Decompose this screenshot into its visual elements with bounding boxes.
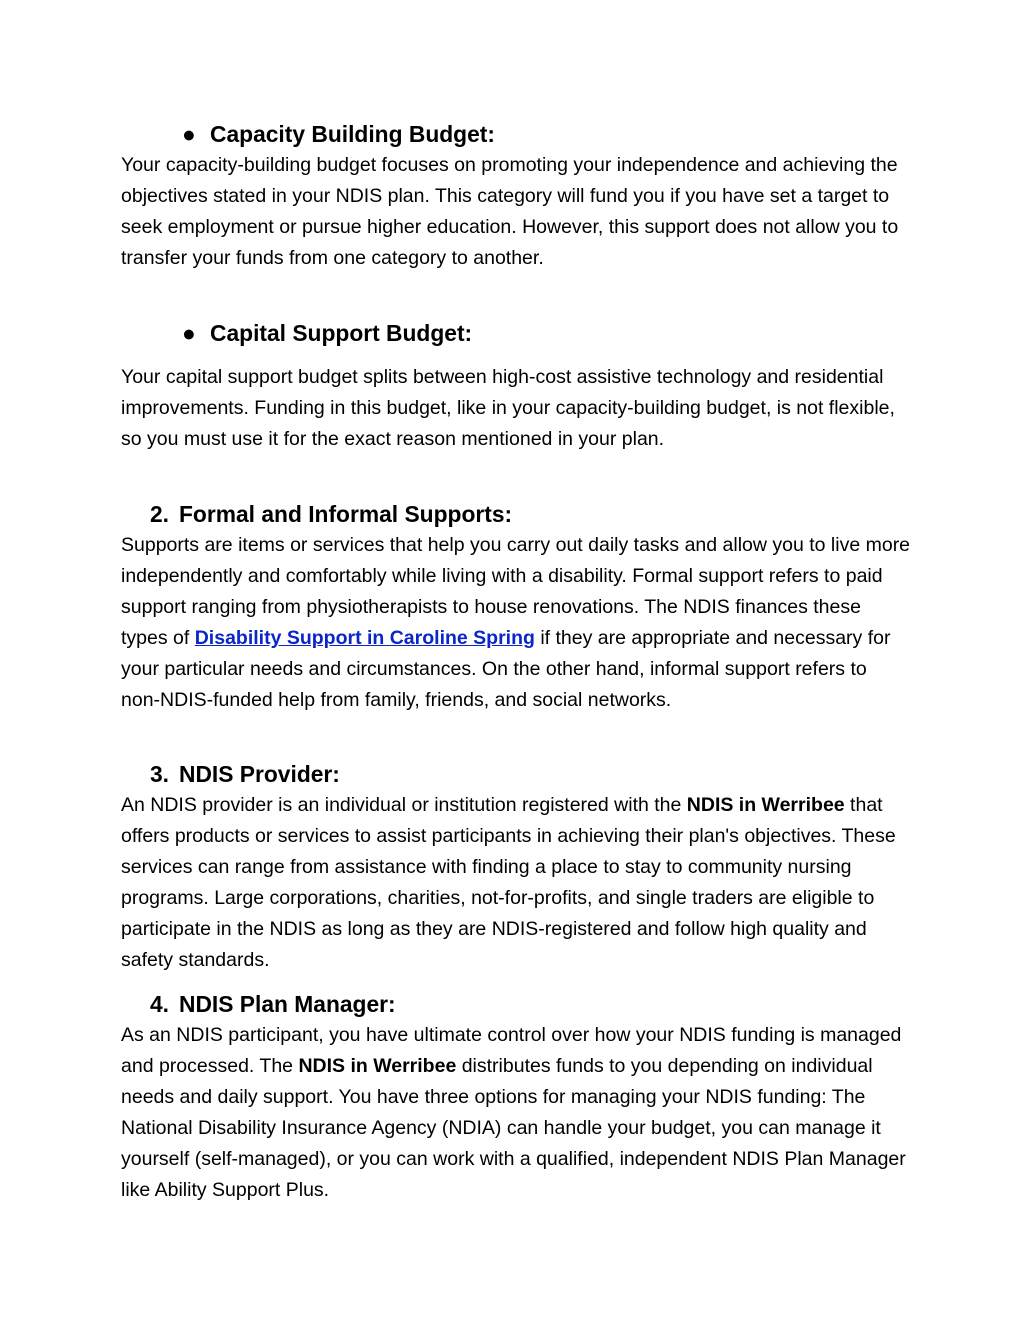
ndis-provider-paragraph — [121, 790, 911, 976]
capital-support-heading — [182, 318, 472, 349]
ndis-plan-manager-paragraph — [121, 1020, 911, 1206]
bullet-icon: ● — [182, 121, 196, 147]
capital-support-paragraph: Your capital support budget splits between high-cost assistive technology and residential improvements. Funding in this budget, like in your capacity-building budget, is not flexible, so you must use it for the exact reason mentioned in your plan. — [121, 366, 895, 450]
list-number: 4. — [150, 991, 170, 1017]
capital-support-heading-text: Capital Support Budget: — [210, 320, 473, 346]
ndis-provider-text-end: that offers products or services to assist participants in achieving their plan's objectives. These services can range from assistance with finding a place to stay to community nursing programs. Large corporations, charities, not-for-profits, and single traders are eligible to participate in the NDIS as long as they are NDIS-registered and follow high quality and safety standards. — [121, 794, 896, 971]
capacity-building-paragraph: Your capacity-building budget focuses on promoting your independence and achieving the objectives stated in your NDIS plan. This category will fund you if you have set a target to seek employment or pursue higher education. However, this support does not allow you to transfer your funds from one category to another. — [121, 154, 899, 269]
formal-supports-paragraph — [121, 530, 911, 716]
ndis-provider-heading-text: NDIS Provider: — [179, 761, 340, 787]
bullet-icon: ● — [182, 320, 196, 346]
capacity-building-heading — [182, 119, 495, 150]
list-number: 3. — [150, 761, 170, 787]
formal-supports-text-start: Supports are items or services that help you carry out daily tasks and allow you to live more independently and comfortably while living with a disability. Formal support refers to paid support ranging from physiotherapists to house renovations. The NDIS finances these types of — [121, 534, 911, 649]
ndis-plan-manager-text-end: distributes funds to you depending on individual needs and daily support. You have three options for managing your NDIS funding: The National Disability Insurance Agency (NDIA) can handle your budget, you can manage it yourself (self-managed), or you can work with a qualified, independent NDIS Plan Manager like Ability Support Plus. — [121, 1055, 906, 1201]
formal-supports-heading-text: Formal and Informal Supports: — [179, 501, 513, 527]
capacity-building-heading-text: Capacity Building Budget: — [210, 121, 495, 147]
ndis-plan-manager-heading-text: NDIS Plan Manager: — [179, 991, 396, 1017]
list-number: 2. — [150, 501, 170, 527]
disability-support-link[interactable]: Disability Support in Caroline Spring — [194, 627, 535, 649]
ndis-werribee-bold: NDIS in Werribee — [686, 794, 845, 816]
ndis-provider-text-start: An NDIS provider is an individual or institution registered with the — [121, 794, 687, 816]
ndis-plan-manager-text-start: As an NDIS participant, you have ultimate control over how your NDIS funding is managed and processed. The — [121, 1024, 902, 1077]
formal-supports-heading — [150, 499, 512, 530]
ndis-plan-manager-heading — [150, 989, 396, 1020]
ndis-werribee-bold: NDIS in Werribee — [298, 1055, 457, 1077]
formal-supports-text-end: if they are appropriate and necessary for your particular needs and circumstances. On the other hand, informal support refers to non-NDIS-funded help from family, friends, and social networks. — [121, 627, 891, 711]
ndis-provider-heading — [150, 759, 340, 790]
